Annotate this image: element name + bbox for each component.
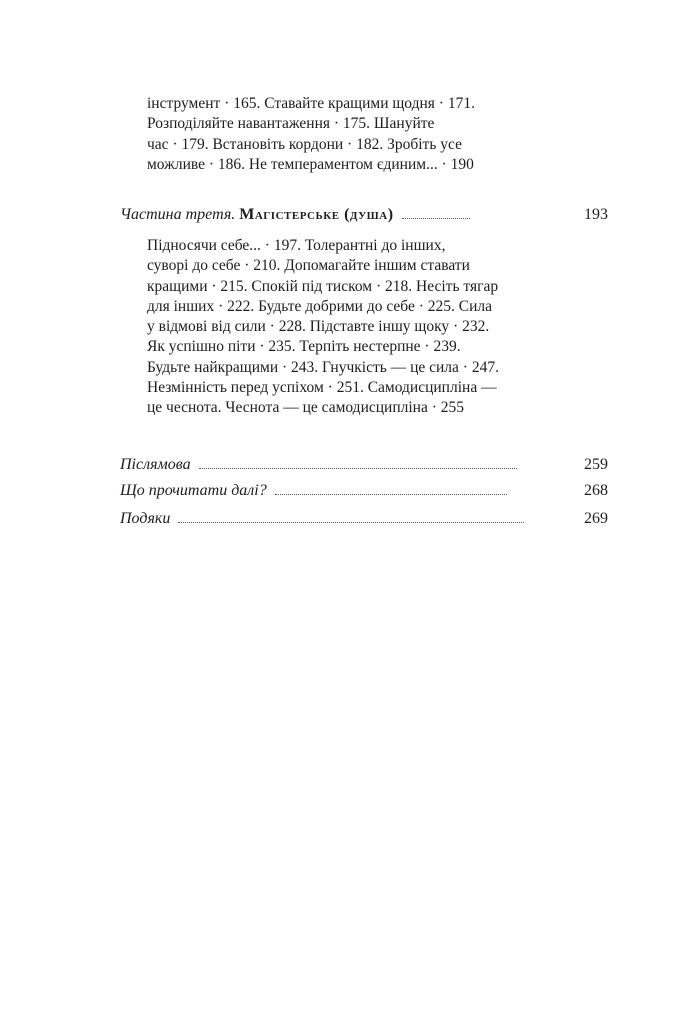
subsection-line: інструмент · 165. Ставайте кращими щодня · 171. <box>147 95 475 112</box>
subsection-line: можливе · 186. Не темпераментом єдиним... · 190 <box>147 155 474 173</box>
entry-title: Подяки <box>120 510 171 527</box>
toc-entry-what-next <box>120 479 608 503</box>
entry-title: Що прочитати далі? <box>120 482 267 499</box>
part-three-subsections <box>147 236 537 419</box>
subsection-line: Як успішно піти · 235. Терпіть нестерпне · 239. <box>147 338 461 356</box>
dot-leader <box>402 218 470 219</box>
page-number: 259 <box>584 456 608 473</box>
toc-entry-afterword <box>120 453 608 477</box>
subsection-line: суворі до себе · 210. Допомагайте іншим ставати <box>147 257 470 275</box>
subsection-line: час · 179. Встановіть кордони · 182. Зробіть усе <box>147 135 462 153</box>
subsection-line: Розподіляйте навантаження · 175. Шануйте <box>147 115 435 133</box>
part-title: Магістерське (душа) <box>239 206 394 223</box>
subsection-line: Будьте найкращими · 243. Гнучкість — це сила · 247. <box>147 358 499 376</box>
dot-leader <box>178 522 524 523</box>
page-number: 193 <box>584 206 608 223</box>
subsection-line: Підносячи себе... · 197. Толерантні до інших, <box>147 237 446 254</box>
part-three-heading <box>120 203 394 227</box>
subsection-line: Незмінність перед успіхом · 251. Самодисципліна — <box>147 379 497 397</box>
dot-leader <box>275 494 507 495</box>
subsection-line: кращими · 215. Спокій під тиском · 218. Несіть тягар <box>147 277 499 295</box>
dot-leader <box>199 468 517 469</box>
page-number: 269 <box>584 510 608 527</box>
entry-title: Післямова <box>120 456 191 473</box>
toc-entry-thanks <box>120 507 608 531</box>
subsection-line: у відмові від сили · 228. Підставте іншу щоку · 232. <box>147 318 490 336</box>
continued-subsections <box>147 94 537 175</box>
page-number: 268 <box>584 482 608 499</box>
part-label: Частина третя. <box>120 206 236 223</box>
subsection-line: для інших · 222. Будьте добрими до себе · 225. Сила <box>147 297 493 315</box>
subsection-line: це чеснота. Чеснота — це самодисципліна · 255 <box>147 399 465 417</box>
toc-entry-part-three <box>120 203 608 227</box>
